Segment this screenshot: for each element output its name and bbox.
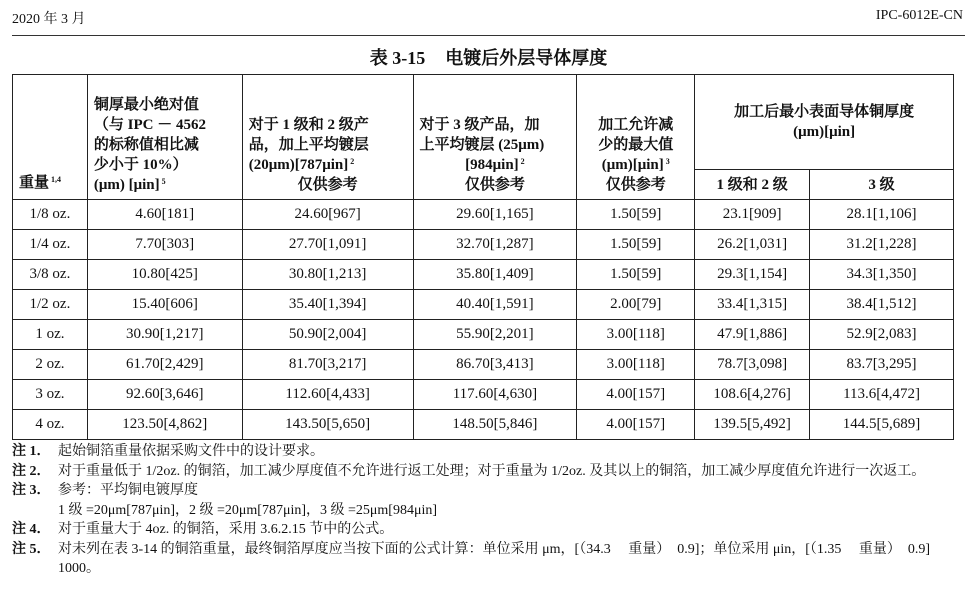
sub-class3-header: 3 级 [810,170,954,200]
table-row [13,230,954,260]
col-process-header: 加工允许减 少的最大值 (μm)[μin] $^3$ 仅供参考 [577,75,695,200]
note-3-detail: 1 级 =20μm[787μin]，2 级 =20μm[787μin]，3 级 =25μm[984μin] [58,502,438,518]
value-cell: 81.70[3,217] [242,350,413,380]
value-cell: 61.70[2,429] [87,350,242,380]
value-cell: 1.50[59] [577,200,695,230]
note-3: 注 3． 参考：平均铜电镀厚度 [12,483,198,498]
header-date: 2020 年 3 月 [12,12,86,27]
table-title [0,44,977,70]
value-cell: 40.40[1,591] [413,290,577,320]
value-cell: 15.40[606] [87,290,242,320]
sub-class12-header: 1 级和 2 级 [695,170,810,200]
table-number: 表 3-15 [369,48,426,68]
note-2: 注 2． 对于重量低于 1/2oz. 的铜箔，加工减少厚度值不允许进行返工处理；对于重量为 1/2oz. 及其以上的铜箔，加工减少厚度值允许进行一次返工。 [12,463,926,479]
value-cell: 4.00[157] [577,380,695,410]
value-cell: 52.9[2,083] [810,320,954,350]
col-min-header: 铜厚最小绝对值 （与 IPC － 4562 的标称值相比减 少小于 10%） (μm) [μin] $^5$ [87,75,242,200]
table-row [13,380,954,410]
value-cell: 55.90[2,201] [413,320,577,350]
table-row [13,290,954,320]
value-cell: 123.50[4,862] [87,410,242,440]
value-cell: 92.60[3,646] [87,380,242,410]
table-row [13,260,954,290]
col-class12-header: 对于 1 级和 2 级产 品，加上平均镀层 (20μm)[787μin] $^2$ 仅供参考 [242,75,413,200]
value-cell: 143.50[5,650] [242,410,413,440]
value-cell: 35.80[1,409] [413,260,577,290]
weight-cell: 1/4 oz. [13,230,88,260]
value-cell: 117.60[4,630] [413,380,577,410]
value-cell: 24.60[967] [242,200,413,230]
note-5: 注 5． 对未列在表 3-14 的铜箔重量，最终铜箔厚度应当按下面的公式计算：单位采用 μm，[（34.3 重量） 0.9]；单位采用 μin，[（1.35 重量） 0.9] 1000。 [12,541,948,576]
value-cell: 1.50[59] [577,230,695,260]
value-cell: 78.7[3,098] [695,350,810,380]
value-cell: 86.70[3,413] [413,350,577,380]
value-cell: 1.50[59] [577,260,695,290]
weight-cell: 3 oz. [13,380,88,410]
col-class3-header: 对于 3 级产品，加 上平均镀层 (25μm) [984μin] $^2$ 仅供参考 [413,75,577,200]
value-cell: 108.6[4,276] [695,380,810,410]
thickness-table [12,74,954,440]
value-cell: 83.7[3,295] [810,350,954,380]
value-cell: 4.60[181] [87,200,242,230]
value-cell: 29.60[1,165] [413,200,577,230]
value-cell: 3.00[118] [577,350,695,380]
value-cell: 139.5[5,492] [695,410,810,440]
value-cell: 26.2[1,031] [695,230,810,260]
weight-cell: 3/8 oz. [13,260,88,290]
value-cell: 31.2[1,228] [810,230,954,260]
note-4: 注 4． 对于重量大于 4oz. 的铜箔，采用 3.6.2.15 节中的公式。 [12,522,394,537]
header-rule [12,35,965,36]
value-cell: 28.1[1,106] [810,200,954,230]
table-row [13,410,954,440]
value-cell: 47.9[1,886] [695,320,810,350]
value-cell: 33.4[1,315] [695,290,810,320]
value-cell: 7.70[303] [87,230,242,260]
weight-cell: 1/8 oz. [13,200,88,230]
value-cell: 29.3[1,154] [695,260,810,290]
value-cell: 2.00[79] [577,290,695,320]
table-row [13,320,954,350]
note-1: 注 1． 起始铜箔重量依据采购文件中的设计要求。 [12,444,324,459]
value-cell: 148.50[5,846] [413,410,577,440]
table-row [13,350,954,380]
value-cell: 4.00[157] [577,410,695,440]
value-cell: 32.70[1,287] [413,230,577,260]
col-weight-header: 重量 $^{1,4}$ [13,75,88,200]
weight-cell: 1 oz. [13,320,88,350]
notes [12,442,962,579]
header-doc-id: IPC-6012E-CN [875,8,963,23]
value-cell: 144.5[5,689] [810,410,954,440]
value-cell: 35.40[1,394] [242,290,413,320]
value-cell: 112.60[4,433] [242,380,413,410]
weight-cell: 2 oz. [13,350,88,380]
value-cell: 3.00[118] [577,320,695,350]
value-cell: 38.4[1,512] [810,290,954,320]
value-cell: 50.90[2,004] [242,320,413,350]
value-cell: 113.6[4,472] [810,380,954,410]
weight-cell: 1/2 oz. [13,290,88,320]
value-cell: 30.90[1,217] [87,320,242,350]
table-row [13,200,954,230]
value-cell: 34.3[1,350] [810,260,954,290]
col-after-header: 加工后最小表面导体铜厚度 (μm)[μin] [695,75,954,170]
value-cell: 27.70[1,091] [242,230,413,260]
weight-cell: 4 oz. [13,410,88,440]
value-cell: 30.80[1,213] [242,260,413,290]
value-cell: 23.1[909] [695,200,810,230]
value-cell: 10.80[425] [87,260,242,290]
table-title-text: 电镀后外层导体厚度 [445,48,608,68]
